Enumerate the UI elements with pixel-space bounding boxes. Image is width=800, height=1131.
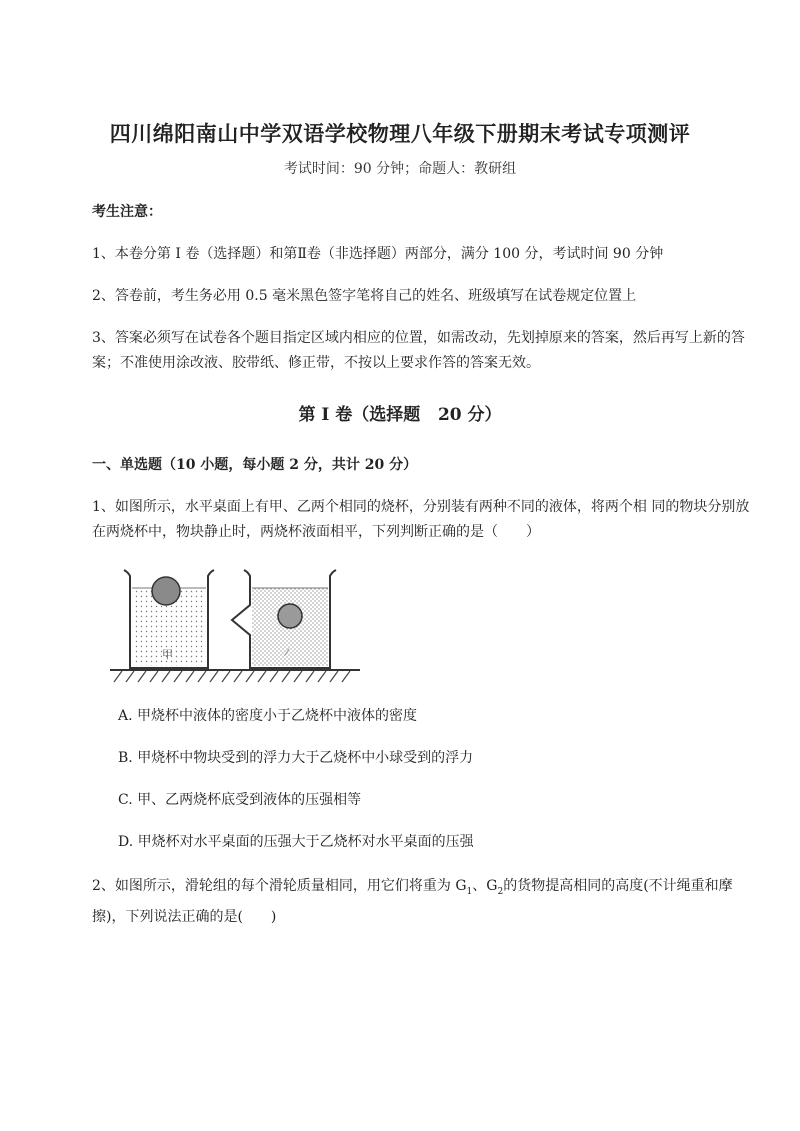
option-a: A. 甲烧杯中液体的密度小于乙烧杯中液体的密度 [118,708,418,724]
notice-heading: 考生注意： [92,204,162,220]
option-d: D. 甲烧杯对水平桌面的压强大于乙烧杯对水平桌面的压强 [118,834,474,850]
question-2-stem: 2、如图所示，滑轮组的每个滑轮质量相同，用它们将重为 $G_1$、$G_2$的货物提高相同的高度(不计绳重和摩擦)，下列说法正确的是( ) [92,878,733,925]
option-c: C. 甲、乙两烧杯底受到液体的压强相等 [118,792,362,808]
question-1-stem: 1、如图所示，水平桌面上有甲、乙两个相同的烧杯，分别装有两种不同的液体，将两个相 同的物块分别放在两烧杯中，物块静止时，两烧杯液面相平，下列判断正确的是（ ） [92,499,750,540]
svg-text:⁄: ⁄ [286,648,288,659]
notice-item-2: 2、答卷前，考生务必用 0.5 毫米黑色签字笔将自己的姓名、班级填写在试卷规定位置上 [92,288,637,304]
notice-item-1: 1、本卷分第 I 卷（选择题）和第Ⅱ卷（非选择题）两部分，满分 100 分，考试时间 90 分钟 [92,246,664,262]
table-hatching [114,671,350,682]
section-title: 第 I 卷（选择题 20 分） [298,405,502,425]
beaker-label: 甲 [162,648,173,661]
beaker-yi [232,570,336,668]
notice-item-3: 3、答案必须写在试卷各个题目指定区域内相应的位置，如需改动，先划掉原来的答案，然后再写上新的答案；不准使用涂改液、胶带纸、修正带，不按以上要求作答的答案无效。 [92,330,745,371]
block-ball-yi [278,604,302,628]
part-heading: 一、单选题（10 小题，每小题 2 分，共计 20 分） [92,457,418,473]
option-b: B. 甲烧杯中物块受到的浮力大于乙烧杯中小球受到的浮力 [118,750,474,766]
exam-info: 考试时间：90 分钟；命题人：教研组 [283,161,517,177]
beaker-jia [124,570,214,668]
beakers-figure [110,560,360,688]
block-ball-jia [152,577,180,605]
page-title: 四川绵阳南山中学双语学校物理八年级下册期末考试专项测评 [109,121,691,146]
